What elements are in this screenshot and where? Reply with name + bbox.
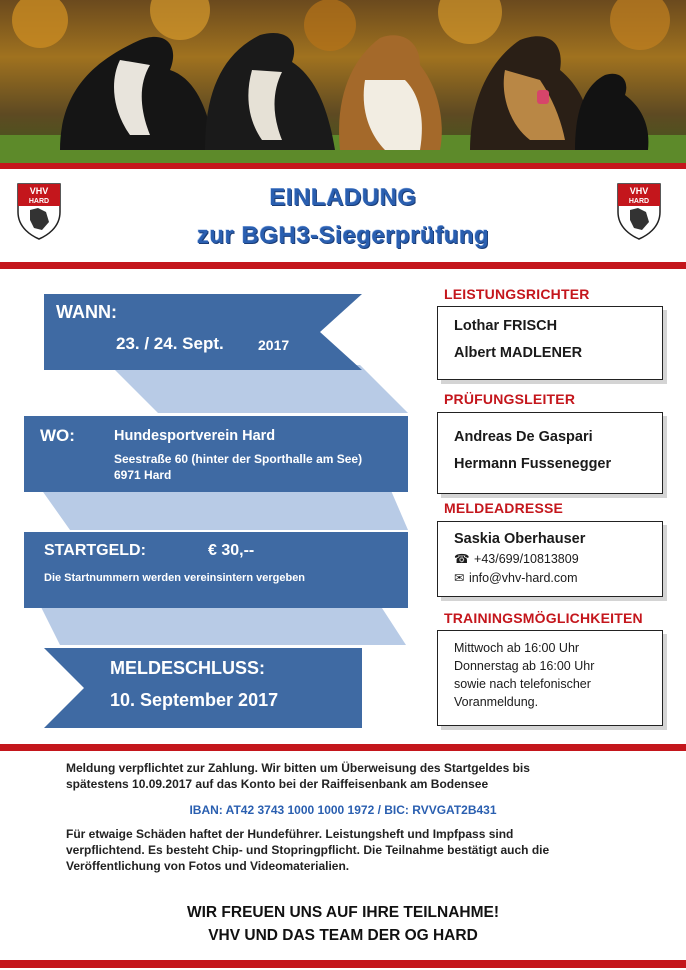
footer-red-bar-bottom <box>0 960 686 968</box>
svg-text:HARD: HARD <box>628 198 650 205</box>
title-band <box>0 170 686 262</box>
training-heading: TRAININGSMÖGLICHKEITEN <box>444 610 643 626</box>
startgeld-note: Die Startnummern werden vereinsintern vergeben <box>44 572 306 584</box>
contact-email: info@vhv-hard.com <box>468 571 578 585</box>
header-red-bar <box>0 163 686 169</box>
startgeld-label: STARTGELD: <box>44 542 146 559</box>
wo-name: Hundesportverein Hard <box>114 428 276 444</box>
training-line: sowie nach telefonischer <box>454 677 591 691</box>
liability-text <box>66 826 656 874</box>
startgeld-value: € 30,-- <box>208 542 255 559</box>
iban-line: IBAN: AT42 3743 1000 1000 1972 / BIC: RVVGAT2B431 <box>189 803 497 817</box>
judge-name: Albert MADLENER <box>454 345 583 361</box>
pruefungsleiter-heading: PRÜFUNGSLEITER <box>444 391 576 407</box>
header-photo-dogs <box>0 0 686 163</box>
training-box <box>437 630 663 726</box>
liability-line: Für etwaige Schäden haftet der Hundeführer. Leistungsheft und Impfpass sind <box>66 827 514 841</box>
ribbon-connector-1 <box>110 365 408 413</box>
wo-city: 6971 Hard <box>114 468 172 482</box>
pruefungsleiter-box <box>437 412 663 494</box>
judge-name: Lothar FRISCH <box>454 318 558 334</box>
title-siegerpruefung: zur BGH3-Siegerprüfung <box>196 222 490 249</box>
phone-icon: ☎ <box>454 552 470 566</box>
wann-year: 2017 <box>258 337 290 353</box>
liability-line: Veröffentlichung von Fotos und Videomaterialien. <box>66 859 350 873</box>
ribbon-connector-3 <box>40 605 406 645</box>
payment-line: spätestens 10.09.2017 auf das Konto bei der Raiffeisenbank am Bodensee <box>66 777 489 791</box>
svg-text:VHV: VHV <box>29 186 49 196</box>
svg-text:VHV: VHV <box>629 186 649 196</box>
training-line: Mittwoch ab 16:00 Uhr <box>454 641 580 655</box>
wo-label: WO: <box>40 426 75 445</box>
meldeadresse-heading: MELDEADRESSE <box>444 500 564 516</box>
training-line: Voranmeldung. <box>454 695 539 709</box>
meldeschluss-label: MELDESCHLUSS: <box>110 658 266 678</box>
payment-line: Meldung verpflichtet zur Zahlung. Wir bitten um Überweisung des Startgeldes bis <box>66 761 530 775</box>
info-ribbons <box>0 280 430 740</box>
wann-label: WANN: <box>56 302 117 322</box>
contact-phone: +43/699/10813809 <box>474 552 579 566</box>
liability-line: verpflichtend. Es besteht Chip- und Stopringpflicht. Die Teilnahme bestätigt auch die <box>66 843 550 857</box>
meldeadresse-box <box>437 521 663 597</box>
leistungsrichter-heading: LEISTUNGSRICHTER <box>444 286 590 302</box>
contact-name: Saskia Oberhauser <box>454 531 586 547</box>
envelope-icon: ✉ <box>454 571 465 585</box>
title-red-bar <box>0 262 686 269</box>
closing-line-2: VHV UND DAS TEAM DER OG HARD <box>208 927 478 944</box>
closing-line-1: WIR FREUEN UNS AUF IHRE TEILNAHME! <box>187 904 499 921</box>
meldeschluss-value: 10. September 2017 <box>110 690 279 710</box>
training-line: Donnerstag ab 16:00 Uhr <box>454 659 595 673</box>
leader-name: Andreas De Gaspari <box>454 429 593 445</box>
svg-text:HARD: HARD <box>28 198 50 205</box>
footer-red-bar-top <box>0 744 686 751</box>
vhv-crest-right <box>616 182 662 240</box>
leader-name: Hermann Fussenegger <box>454 456 612 472</box>
wann-value: 23. / 24. Sept. <box>116 334 224 353</box>
title-einladung: EINLADUNG <box>269 184 417 211</box>
payment-text <box>66 760 656 792</box>
leistungsrichter-box <box>437 306 663 380</box>
wo-street: Seestraße 60 (hinter der Sporthalle am See) <box>114 452 363 466</box>
